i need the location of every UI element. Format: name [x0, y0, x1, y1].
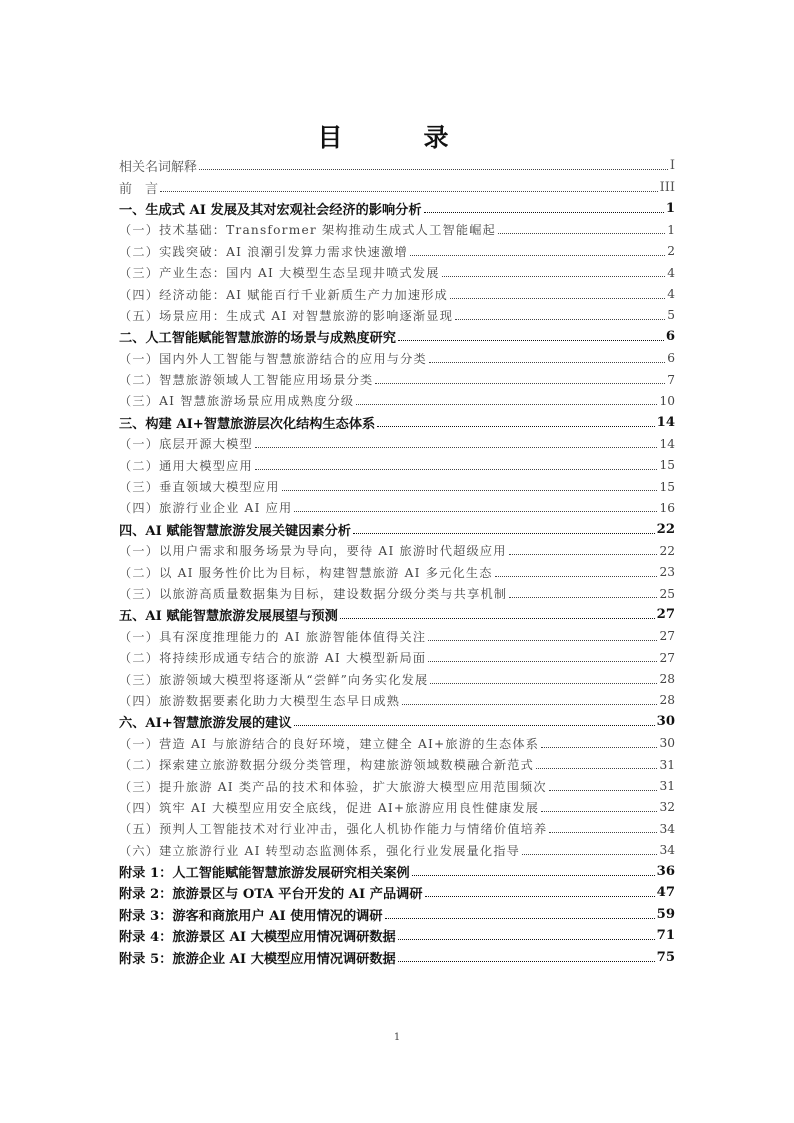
- toc-entry-title: 附录 1：人工智能赋能智慧旅游发展研究相关案例: [119, 866, 410, 882]
- toc-entry[interactable]: [119, 262, 675, 283]
- toc-entry[interactable]: [119, 797, 675, 818]
- toc-entry[interactable]: [119, 668, 675, 689]
- toc-entry-page: 6: [665, 329, 675, 345]
- toc-entry-page: 15: [659, 458, 675, 473]
- toc-dot-leader: [536, 768, 657, 769]
- toc-dot-leader: [199, 169, 668, 170]
- toc-entry-page: 1: [667, 222, 675, 237]
- toc-entry-page: I: [669, 158, 675, 174]
- toc-entry-title: （二）探索建立旅游数据分级分类管理，构建旅游领域数模融合新范式: [119, 758, 535, 773]
- toc-dot-leader: [455, 319, 665, 320]
- toc-entry[interactable]: [119, 283, 675, 304]
- toc-entry-title: （一）底层开源大模型: [119, 437, 253, 452]
- toc-entry[interactable]: [119, 176, 675, 197]
- toc-dot-leader: [294, 511, 657, 512]
- toc-dot-leader: [541, 747, 657, 748]
- toc-entry[interactable]: [119, 412, 675, 433]
- toc-entry-title: （四）经济动能：AI 赋能百行千业新质生产力加速形成: [119, 287, 449, 302]
- table-of-contents: [119, 155, 675, 968]
- toc-dot-leader: [375, 383, 665, 384]
- toc-entry[interactable]: [119, 946, 675, 967]
- toc-entry-title: （一）以用户需求和服务场景为导向，要待 AI 旅游时代超级应用: [119, 544, 507, 559]
- toc-entry-title: （二）智慧旅游领域人工智能应用场景分类: [119, 373, 374, 388]
- toc-entry[interactable]: [119, 390, 675, 411]
- toc-dot-leader: [442, 276, 666, 277]
- toc-entry[interactable]: [119, 904, 675, 925]
- toc-entry-title: 附录 2：旅游景区与 OTA 平台开发的 AI 产品调研: [119, 887, 423, 903]
- toc-dot-leader: [428, 661, 657, 662]
- toc-entry[interactable]: [119, 155, 675, 176]
- toc-entry[interactable]: [119, 754, 675, 775]
- toc-dot-leader: [160, 191, 658, 192]
- toc-entry-title: （二）通用大模型应用: [119, 458, 253, 473]
- toc-entry[interactable]: [119, 775, 675, 796]
- toc-entry[interactable]: [119, 626, 675, 647]
- toc-dot-leader: [353, 533, 655, 534]
- toc-entry-title: （四）旅游行业企业 AI 应用: [119, 501, 293, 516]
- toc-entry[interactable]: [119, 647, 675, 668]
- toc-dot-leader: [495, 576, 658, 577]
- toc-entry-page: 28: [659, 693, 675, 708]
- toc-entry-title: （二）将持续形成通专结合的旅游 AI 大模型新局面: [119, 651, 427, 666]
- toc-entry-title: （三）AI 智慧旅游场景应用成熟度分级: [119, 394, 355, 409]
- toc-dot-leader: [282, 490, 658, 491]
- toc-entry-page: 34: [659, 821, 675, 836]
- toc-entry[interactable]: [119, 219, 675, 240]
- toc-entry-title: （二）以 AI 服务性价比为目标，构建智慧旅游 AI 多元化生态: [119, 565, 493, 580]
- toc-entry-title: 附录 5：旅游企业 AI 大模型应用情况调研数据: [119, 951, 396, 967]
- toc-entry[interactable]: [119, 818, 675, 839]
- toc-entry[interactable]: [119, 326, 675, 347]
- toc-entry[interactable]: [119, 540, 675, 561]
- toc-entry[interactable]: [119, 241, 675, 262]
- toc-entry-title: （五）场景应用：生成式 AI 对智慧旅游的影响逐渐显现: [119, 308, 454, 323]
- toc-dot-leader: [255, 469, 658, 470]
- toc-entry-page: 27: [659, 650, 675, 665]
- toc-dot-leader: [522, 854, 657, 855]
- toc-dot-leader: [402, 704, 657, 705]
- toc-entry[interactable]: [119, 476, 675, 497]
- toc-dot-leader: [410, 255, 665, 256]
- toc-entry-page: 5: [667, 308, 675, 323]
- toc-entry-page: 22: [656, 521, 675, 537]
- toc-entry-page: 28: [659, 672, 675, 687]
- toc-entry[interactable]: [119, 369, 675, 390]
- toc-dot-leader: [412, 875, 655, 876]
- toc-dot-leader: [398, 939, 655, 940]
- toc-entry[interactable]: [119, 519, 675, 540]
- toc-entry[interactable]: [119, 583, 675, 604]
- toc-entry-title: 六、AI+智慧旅游发展的建议: [119, 716, 292, 732]
- toc-dot-leader: [509, 554, 658, 555]
- toc-entry-title: （三）旅游领域大模型将逐渐从“尝鲜”向务实化发展: [119, 672, 429, 687]
- toc-entry-page: 47: [656, 885, 675, 901]
- toc-entry-title: （四）旅游数据要素化助力大模型生态早日成熟: [119, 693, 401, 708]
- toc-entry-title: 四、AI 赋能智慧旅游发展关键因素分析: [119, 523, 351, 539]
- toc-entry[interactable]: [119, 882, 675, 903]
- toc-dot-leader: [424, 212, 664, 213]
- toc-entry[interactable]: [119, 561, 675, 582]
- toc-entry-page: 16: [659, 500, 675, 515]
- toc-entry-title: （一）国内外人工智能与智慧旅游结合的应用与分类: [119, 351, 427, 366]
- toc-dot-leader: [425, 896, 655, 897]
- toc-entry[interactable]: [119, 604, 675, 625]
- page-title: 目 录: [317, 123, 477, 152]
- toc-dot-leader: [340, 618, 655, 619]
- toc-entry-page: 14: [656, 414, 675, 430]
- toc-entry-page: 30: [656, 714, 675, 730]
- toc-dot-leader: [398, 961, 655, 962]
- toc-entry-page: 14: [659, 436, 675, 451]
- toc-entry-page: 71: [656, 928, 675, 944]
- toc-entry-title: 三、构建 AI+智慧旅游层次化结构生态体系: [119, 416, 376, 432]
- toc-dot-leader: [428, 640, 657, 641]
- toc-entry-title: 前 言: [119, 181, 159, 197]
- toc-entry-page: 6: [667, 351, 675, 366]
- toc-entry-page: 2: [667, 244, 675, 259]
- toc-dot-leader: [541, 811, 657, 812]
- toc-entry[interactable]: [119, 305, 675, 326]
- toc-entry-page: 22: [659, 543, 675, 558]
- toc-entry-page: 27: [656, 607, 675, 623]
- toc-entry-page: 32: [659, 800, 675, 815]
- toc-entry-title: （四）筑牢 AI 大模型应用安全底线，促进 AI+旅游应用良性健康发展: [119, 800, 540, 815]
- toc-dot-leader: [549, 832, 657, 833]
- toc-entry-page: 23: [659, 565, 675, 580]
- toc-entry-title: （一）具有深度推理能力的 AI 旅游智能体值得关注: [119, 629, 427, 644]
- toc-entry-title: 一、生成式 AI 发展及其对宏观社会经济的影响分析: [119, 202, 422, 218]
- toc-entry-title: （五）预判人工智能技术对行业冲击，强化人机协作能力与情绪价值培养: [119, 822, 548, 837]
- toc-entry[interactable]: [119, 690, 675, 711]
- toc-entry[interactable]: [119, 840, 675, 861]
- toc-entry-title: （三）垂直领域大模型应用: [119, 480, 280, 495]
- toc-entry-page: 31: [659, 757, 675, 772]
- toc-entry-title: （一）营造 AI 与旅游结合的良好环境，建立健全 AI+旅游的生态体系: [119, 736, 540, 751]
- toc-entry-title: 相关名词解释: [119, 160, 198, 176]
- toc-dot-leader: [549, 790, 658, 791]
- toc-dot-leader: [255, 447, 658, 448]
- toc-entry-title: （三）产业生态：国内 AI 大模型生态呈现井喷式发展: [119, 266, 440, 281]
- toc-entry-page: 1: [665, 200, 675, 216]
- toc-entry-title: 二、人工智能赋能智慧旅游的场景与成熟度研究: [119, 331, 396, 347]
- toc-entry-title: （六）建立旅游行业 AI 转型动态监测体系，强化行业发展量化指导: [119, 843, 521, 858]
- toc-dot-leader: [294, 725, 655, 726]
- toc-entry-page: 27: [659, 629, 675, 644]
- toc-entry-page: 31: [659, 779, 675, 794]
- toc-dot-leader: [509, 597, 657, 598]
- toc-entry[interactable]: [119, 497, 675, 518]
- toc-entry[interactable]: [119, 454, 675, 475]
- toc-entry[interactable]: [119, 433, 675, 454]
- toc-entry-page: III: [659, 179, 675, 195]
- toc-entry-title: （二）实践突破：AI 浪潮引发算力需求快速激增: [119, 244, 408, 259]
- toc-dot-leader: [385, 918, 655, 919]
- toc-dot-leader: [430, 683, 657, 684]
- toc-entry-page: 10: [659, 393, 675, 408]
- toc-entry-page: 4: [667, 265, 675, 280]
- toc-entry[interactable]: [119, 925, 675, 946]
- toc-entry-title: （三）提升旅游 AI 类产品的技术和体验，扩大旅游大模型应用范围频次: [119, 779, 547, 794]
- toc-entry-page: 25: [659, 586, 675, 601]
- page-number: 1: [393, 1032, 401, 1043]
- toc-entry-page: 15: [659, 479, 675, 494]
- toc-entry[interactable]: [119, 733, 675, 754]
- toc-entry[interactable]: [119, 198, 675, 219]
- toc-entry-title: 五、AI 赋能智慧旅游发展展望与预测: [119, 609, 338, 625]
- toc-entry[interactable]: [119, 861, 675, 882]
- toc-entry-page: 30: [659, 736, 675, 751]
- toc-entry-page: 59: [656, 906, 675, 922]
- toc-entry[interactable]: [119, 711, 675, 732]
- toc-entry-title: 附录 3：游客和商旅用户 AI 使用情况的调研: [119, 908, 383, 924]
- toc-entry-page: 75: [656, 949, 675, 965]
- toc-dot-leader: [356, 404, 657, 405]
- toc-entry-title: （一）技术基础：Transformer 架构推动生成式人工智能崛起: [119, 223, 497, 238]
- toc-dot-leader: [398, 340, 664, 341]
- toc-entry-page: 4: [667, 287, 675, 302]
- toc-entry-title: （三）以旅游高质量数据集为目标，建设数据分级分类与共享机制: [119, 587, 508, 601]
- toc-dot-leader: [450, 298, 665, 299]
- toc-dot-leader: [498, 233, 665, 234]
- toc-dot-leader: [377, 426, 654, 427]
- toc-entry-page: 7: [667, 372, 675, 387]
- toc-entry-title: 附录 4：旅游景区 AI 大模型应用情况调研数据: [119, 930, 396, 946]
- toc-dot-leader: [429, 362, 665, 363]
- toc-entry-page: 34: [659, 843, 675, 858]
- toc-entry[interactable]: [119, 348, 675, 369]
- toc-entry-page: 36: [656, 864, 675, 880]
